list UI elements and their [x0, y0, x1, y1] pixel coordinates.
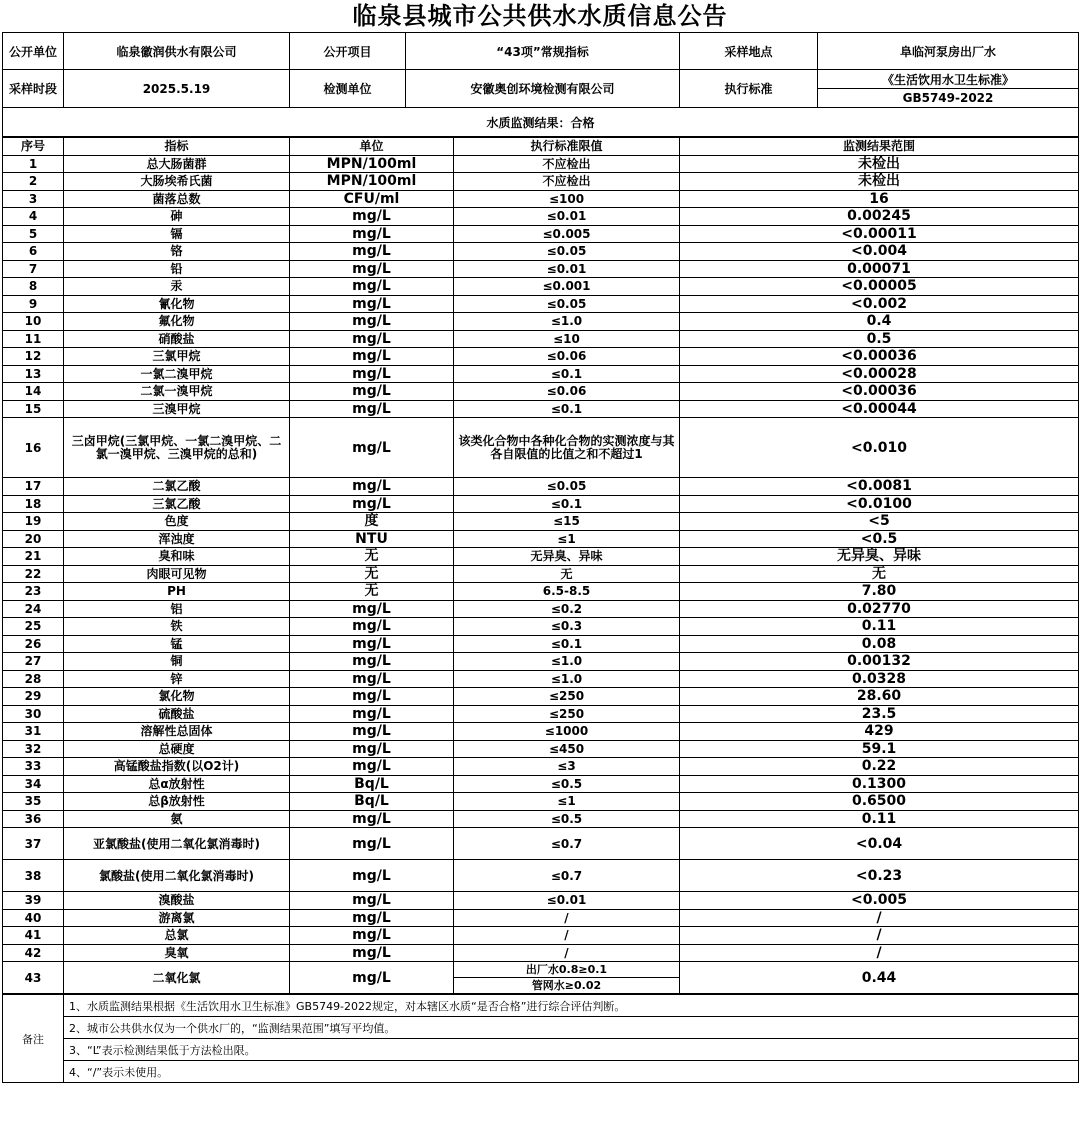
cell-unit: mg/L: [290, 962, 454, 994]
cell-unit: mg/L: [290, 927, 454, 945]
cell-unit: mg/L: [290, 892, 454, 910]
cell-unit: mg/L: [290, 478, 454, 496]
cell-no: 17: [3, 478, 64, 496]
header-indicator: 指标: [64, 138, 290, 156]
cell-result: 0.00132: [680, 653, 1079, 671]
cell-limit: 无异臭、异味: [454, 548, 680, 566]
cell-no: 35: [3, 793, 64, 811]
cell-indicator: 总β放射性: [64, 793, 290, 811]
cell-unit: 度: [290, 513, 454, 531]
cell-limit: ≤0.01: [454, 208, 680, 226]
cell-result: /: [680, 927, 1079, 945]
table-row: [3, 793, 1079, 811]
table-row: [3, 495, 1079, 513]
cell-indicator: 铬: [64, 243, 290, 261]
cell-result: <0.002: [680, 295, 1079, 313]
cell-no: 19: [3, 513, 64, 531]
cell-result: <0.00005: [680, 278, 1079, 296]
standard-code: GB5749-2022: [818, 89, 1079, 108]
cell-limit: ≤1.0: [454, 653, 680, 671]
cell-no: 25: [3, 618, 64, 636]
cell-limit: ≤0.06: [454, 348, 680, 366]
table-row: [3, 348, 1079, 366]
cell-result: 0.00245: [680, 208, 1079, 226]
cell-unit: mg/L: [290, 313, 454, 331]
cell-unit: mg/L: [290, 495, 454, 513]
table-row: [3, 225, 1079, 243]
cell-indicator: 总硬度: [64, 740, 290, 758]
table-row: [3, 548, 1079, 566]
cell-unit: mg/L: [290, 365, 454, 383]
project-label: 公开项目: [290, 33, 406, 70]
cell-indicator: 铝: [64, 600, 290, 618]
cell-unit: 无: [290, 548, 454, 566]
cell-limit: ≤250: [454, 705, 680, 723]
table-header-row: [3, 138, 1079, 156]
cell-limit: 不应检出: [454, 155, 680, 173]
cell-indicator: 氟化物: [64, 313, 290, 331]
cell-limit: ≤0.05: [454, 478, 680, 496]
cell-indicator: 总氯: [64, 927, 290, 945]
cell-result: 7.80: [680, 583, 1079, 601]
cell-limit: ≤0.05: [454, 243, 680, 261]
cell-limit: ≤0.1: [454, 635, 680, 653]
cell-indicator: 一氯二溴甲烷: [64, 365, 290, 383]
table-row: [3, 400, 1079, 418]
table-row: [3, 190, 1079, 208]
cell-unit: CFU/ml: [290, 190, 454, 208]
table-row: [3, 383, 1079, 401]
cell-limit: ≤3: [454, 758, 680, 776]
table-row: [3, 243, 1079, 261]
cell-indicator: 氰化物: [64, 295, 290, 313]
cell-no: 40: [3, 909, 64, 927]
table-row: [3, 688, 1079, 706]
period-label: 采样时段: [3, 70, 64, 108]
cell-indicator: 总大肠菌群: [64, 155, 290, 173]
cell-no: 42: [3, 944, 64, 962]
table-row: [3, 513, 1079, 531]
table-row: [3, 860, 1079, 892]
cell-unit: Bq/L: [290, 793, 454, 811]
cell-no: 39: [3, 892, 64, 910]
header-limit: 执行标准限值: [454, 138, 680, 156]
cell-indicator: 三氯乙酸: [64, 495, 290, 513]
cell-unit: mg/L: [290, 295, 454, 313]
cell-indicator: 氯酸盐(使用二氧化氯消毒时): [64, 860, 290, 892]
cell-result: 0.08: [680, 635, 1079, 653]
cell-limit: ≤450: [454, 740, 680, 758]
cell-no: 41: [3, 927, 64, 945]
table-row: [3, 705, 1079, 723]
table-row: [3, 478, 1079, 496]
cell-no: 14: [3, 383, 64, 401]
cell-no: 20: [3, 530, 64, 548]
cell-no: 29: [3, 688, 64, 706]
cell-result: 23.5: [680, 705, 1079, 723]
cell-unit: mg/L: [290, 810, 454, 828]
cell-indicator: 臭氧: [64, 944, 290, 962]
info-table: [2, 32, 1079, 137]
table-row: [3, 618, 1079, 636]
cell-limit: ≤0.5: [454, 775, 680, 793]
table-row: [3, 740, 1079, 758]
cell-result: 0.02770: [680, 600, 1079, 618]
note-line: 2、城市公共供水仅为一个供水厂的，“监测结果范围”填写平均值。: [64, 1017, 1079, 1039]
cell-result: <0.00011: [680, 225, 1079, 243]
cell-unit: mg/L: [290, 225, 454, 243]
cell-result: 59.1: [680, 740, 1079, 758]
cell-unit: mg/L: [290, 618, 454, 636]
cell-limit-factory: 出厂水0.8≥0.1: [454, 962, 680, 978]
cell-limit: 6.5-8.5: [454, 583, 680, 601]
cell-indicator: 亚氯酸盐(使用二氧化氯消毒时): [64, 828, 290, 860]
cell-indicator: 锌: [64, 670, 290, 688]
cell-unit: mg/L: [290, 348, 454, 366]
cell-limit: ≤1.0: [454, 313, 680, 331]
table-row: [3, 278, 1079, 296]
cell-indicator: 二氯一溴甲烷: [64, 383, 290, 401]
cell-limit: ≤10: [454, 330, 680, 348]
cell-indicator: 溶解性总固体: [64, 723, 290, 741]
cell-unit: 无: [290, 583, 454, 601]
table-row: [3, 828, 1079, 860]
table-row: [3, 155, 1079, 173]
cell-no: 13: [3, 365, 64, 383]
table-row: [3, 944, 1079, 962]
cell-result: 0.1300: [680, 775, 1079, 793]
cell-indicator: 三溴甲烷: [64, 400, 290, 418]
cell-result: 0.0328: [680, 670, 1079, 688]
cell-limit: 不应检出: [454, 173, 680, 191]
cell-no: 16: [3, 418, 64, 478]
cell-limit: /: [454, 909, 680, 927]
cell-unit: mg/L: [290, 828, 454, 860]
cell-result: 429: [680, 723, 1079, 741]
cell-result: <0.0100: [680, 495, 1079, 513]
cell-no: 27: [3, 653, 64, 671]
cell-no: 33: [3, 758, 64, 776]
table-row: [3, 670, 1079, 688]
cell-result: <0.00044: [680, 400, 1079, 418]
cell-result: <0.00028: [680, 365, 1079, 383]
cell-unit: MPN/100ml: [290, 173, 454, 191]
cell-result: 0.6500: [680, 793, 1079, 811]
cell-no: 1: [3, 155, 64, 173]
cell-limit: ≤0.005: [454, 225, 680, 243]
table-row: [3, 600, 1079, 618]
cell-no: 11: [3, 330, 64, 348]
cell-limit: ≤1.0: [454, 670, 680, 688]
cell-indicator: 三卤甲烷(三氯甲烷、一氯二溴甲烷、二氯一溴甲烷、三溴甲烷的总和): [64, 418, 290, 478]
cell-no: 28: [3, 670, 64, 688]
cell-limit: ≤1000: [454, 723, 680, 741]
cell-result: /: [680, 944, 1079, 962]
cell-no: 5: [3, 225, 64, 243]
cell-no: 38: [3, 860, 64, 892]
cell-indicator: 氨: [64, 810, 290, 828]
cell-indicator: 硫酸盐: [64, 705, 290, 723]
notes-label: 备注: [3, 995, 64, 1083]
table-row: [3, 962, 1079, 978]
cell-no: 21: [3, 548, 64, 566]
cell-result: 0.5: [680, 330, 1079, 348]
cell-no: 6: [3, 243, 64, 261]
cell-limit: ≤0.01: [454, 892, 680, 910]
cell-indicator: 色度: [64, 513, 290, 531]
cell-result: <0.5: [680, 530, 1079, 548]
cell-unit: MPN/100ml: [290, 155, 454, 173]
table-row: [3, 530, 1079, 548]
cell-indicator: 氯化物: [64, 688, 290, 706]
cell-indicator: 游离氯: [64, 909, 290, 927]
cell-unit: mg/L: [290, 383, 454, 401]
table-row: [3, 810, 1079, 828]
cell-indicator: 砷: [64, 208, 290, 226]
cell-indicator: 锰: [64, 635, 290, 653]
cell-limit: 该类化合物中各种化合物的实测浓度与其各自限值的比值之和不超过1: [454, 418, 680, 478]
table-row: [3, 927, 1079, 945]
cell-no: 7: [3, 260, 64, 278]
cell-no: 2: [3, 173, 64, 191]
cell-unit: mg/L: [290, 208, 454, 226]
table-row: [3, 418, 1079, 478]
cell-result: 无: [680, 565, 1079, 583]
notes-table: [2, 994, 1079, 1083]
cell-indicator: 镉: [64, 225, 290, 243]
lab-label: 检测单位: [290, 70, 406, 108]
cell-result: <0.005: [680, 892, 1079, 910]
cell-unit: mg/L: [290, 740, 454, 758]
cell-result: 无异臭、异味: [680, 548, 1079, 566]
cell-indicator: 高锰酸盐指数(以O2计): [64, 758, 290, 776]
cell-unit: mg/L: [290, 653, 454, 671]
project-value: “43项”常规指标: [406, 33, 680, 70]
period-value: 2025.5.19: [64, 70, 290, 108]
cell-result: 0.22: [680, 758, 1079, 776]
cell-result: <0.00036: [680, 383, 1079, 401]
cell-limit: ≤0.3: [454, 618, 680, 636]
cell-limit-network: 管网水≥0.02: [454, 978, 680, 994]
location-label: 采样地点: [680, 33, 818, 70]
cell-limit: ≤0.01: [454, 260, 680, 278]
cell-indicator: 三氯甲烷: [64, 348, 290, 366]
header-no: 序号: [3, 138, 64, 156]
cell-result: <0.010: [680, 418, 1079, 478]
table-row: [3, 565, 1079, 583]
cell-indicator: 大肠埃希氏菌: [64, 173, 290, 191]
cell-indicator: 硝酸盐: [64, 330, 290, 348]
header-unit: 单位: [290, 138, 454, 156]
cell-no: 24: [3, 600, 64, 618]
cell-limit: ≤0.7: [454, 860, 680, 892]
result-summary: 水质监测结果：合格: [3, 108, 1079, 137]
cell-unit: mg/L: [290, 260, 454, 278]
cell-result: 未检出: [680, 173, 1079, 191]
cell-unit: Bq/L: [290, 775, 454, 793]
cell-result: 未检出: [680, 155, 1079, 173]
cell-no: 43: [3, 962, 64, 994]
cell-indicator: 溴酸盐: [64, 892, 290, 910]
cell-no: 4: [3, 208, 64, 226]
cell-limit: ≤1: [454, 793, 680, 811]
cell-result: 0.4: [680, 313, 1079, 331]
cell-unit: mg/L: [290, 670, 454, 688]
location-value: 阜临河泵房出厂水: [818, 33, 1079, 70]
cell-no: 22: [3, 565, 64, 583]
cell-no: 9: [3, 295, 64, 313]
cell-no: 26: [3, 635, 64, 653]
cell-limit: 无: [454, 565, 680, 583]
note-line: 4、“/”表示未使用。: [64, 1061, 1079, 1083]
table-row: [3, 330, 1079, 348]
cell-result: 0.44: [680, 962, 1079, 994]
cell-limit: ≤0.1: [454, 365, 680, 383]
cell-indicator: 臭和味: [64, 548, 290, 566]
cell-no: 30: [3, 705, 64, 723]
cell-unit: mg/L: [290, 944, 454, 962]
table-body: [3, 155, 1079, 962]
cell-result: 28.60: [680, 688, 1079, 706]
cell-result: <0.04: [680, 828, 1079, 860]
table-row: [3, 583, 1079, 601]
cell-unit: mg/L: [290, 860, 454, 892]
cell-result: 0.11: [680, 618, 1079, 636]
cell-no: 37: [3, 828, 64, 860]
cell-limit: ≤0.2: [454, 600, 680, 618]
cell-unit: mg/L: [290, 635, 454, 653]
table-row: [3, 775, 1079, 793]
cell-result: /: [680, 909, 1079, 927]
table-row: [3, 260, 1079, 278]
table-row: [3, 313, 1079, 331]
cell-indicator: PH: [64, 583, 290, 601]
note-line: 1、水质监测结果根据《生活饮用水卫生标准》GB5749-2022规定，对本辖区水质“是否合格”进行综合评估判断。: [64, 995, 1079, 1017]
cell-limit: /: [454, 927, 680, 945]
cell-result: 16: [680, 190, 1079, 208]
cell-no: 34: [3, 775, 64, 793]
cell-unit: mg/L: [290, 400, 454, 418]
cell-unit: mg/L: [290, 418, 454, 478]
cell-indicator: 浑浊度: [64, 530, 290, 548]
table-row: [3, 295, 1079, 313]
table-row: [3, 723, 1079, 741]
cell-no: 12: [3, 348, 64, 366]
table-row: [3, 909, 1079, 927]
cell-no: 3: [3, 190, 64, 208]
cell-no: 15: [3, 400, 64, 418]
cell-indicator: 铁: [64, 618, 290, 636]
table-row: [3, 635, 1079, 653]
cell-no: 18: [3, 495, 64, 513]
cell-result: <0.23: [680, 860, 1079, 892]
cell-limit: ≤0.05: [454, 295, 680, 313]
cell-unit: mg/L: [290, 330, 454, 348]
table-row: [3, 365, 1079, 383]
cell-no: 8: [3, 278, 64, 296]
cell-limit: ≤0.1: [454, 400, 680, 418]
note-line: 3、“L”表示检测结果低于方法检出限。: [64, 1039, 1079, 1061]
cell-indicator: 汞: [64, 278, 290, 296]
cell-limit: ≤0.7: [454, 828, 680, 860]
cell-indicator: 总α放射性: [64, 775, 290, 793]
cell-indicator: 肉眼可见物: [64, 565, 290, 583]
cell-limit: ≤1: [454, 530, 680, 548]
cell-indicator: 二氧化氯: [64, 962, 290, 994]
cell-result: 0.11: [680, 810, 1079, 828]
results-table: [2, 137, 1079, 994]
cell-unit: NTU: [290, 530, 454, 548]
cell-indicator: 铜: [64, 653, 290, 671]
table-row: [3, 653, 1079, 671]
table-row: [3, 173, 1079, 191]
cell-no: 36: [3, 810, 64, 828]
cell-unit: mg/L: [290, 688, 454, 706]
cell-limit: ≤15: [454, 513, 680, 531]
cell-limit: /: [454, 944, 680, 962]
page-title: 临泉县城市公共供水水质信息公告: [352, 2, 728, 30]
table-row: [3, 892, 1079, 910]
lab-value: 安徽奥创环境检测有限公司: [406, 70, 680, 108]
cell-indicator: 二氯乙酸: [64, 478, 290, 496]
cell-result: <0.0081: [680, 478, 1079, 496]
cell-unit: mg/L: [290, 909, 454, 927]
cell-no: 23: [3, 583, 64, 601]
cell-limit: ≤0.001: [454, 278, 680, 296]
cell-limit: ≤0.1: [454, 495, 680, 513]
unit-label: 公开单位: [3, 33, 64, 70]
cell-unit: mg/L: [290, 600, 454, 618]
cell-unit: mg/L: [290, 705, 454, 723]
unit-value: 临泉徽润供水有限公司: [64, 33, 290, 70]
cell-indicator: 菌落总数: [64, 190, 290, 208]
cell-unit: mg/L: [290, 243, 454, 261]
cell-indicator: 铅: [64, 260, 290, 278]
standard-name: 《生活饮用水卫生标准》: [818, 70, 1079, 89]
table-row: [3, 758, 1079, 776]
cell-limit: ≤100: [454, 190, 680, 208]
cell-result: 0.00071: [680, 260, 1079, 278]
cell-no: 10: [3, 313, 64, 331]
cell-unit: 无: [290, 565, 454, 583]
cell-limit: ≤0.5: [454, 810, 680, 828]
cell-unit: mg/L: [290, 758, 454, 776]
header-result: 监测结果范围: [680, 138, 1079, 156]
standard-label: 执行标准: [680, 70, 818, 108]
cell-unit: mg/L: [290, 278, 454, 296]
cell-result: <0.00036: [680, 348, 1079, 366]
cell-result: <0.004: [680, 243, 1079, 261]
cell-result: <5: [680, 513, 1079, 531]
table-row: [3, 208, 1079, 226]
cell-limit: ≤0.06: [454, 383, 680, 401]
cell-no: 32: [3, 740, 64, 758]
cell-limit: ≤250: [454, 688, 680, 706]
cell-no: 31: [3, 723, 64, 741]
cell-unit: mg/L: [290, 723, 454, 741]
